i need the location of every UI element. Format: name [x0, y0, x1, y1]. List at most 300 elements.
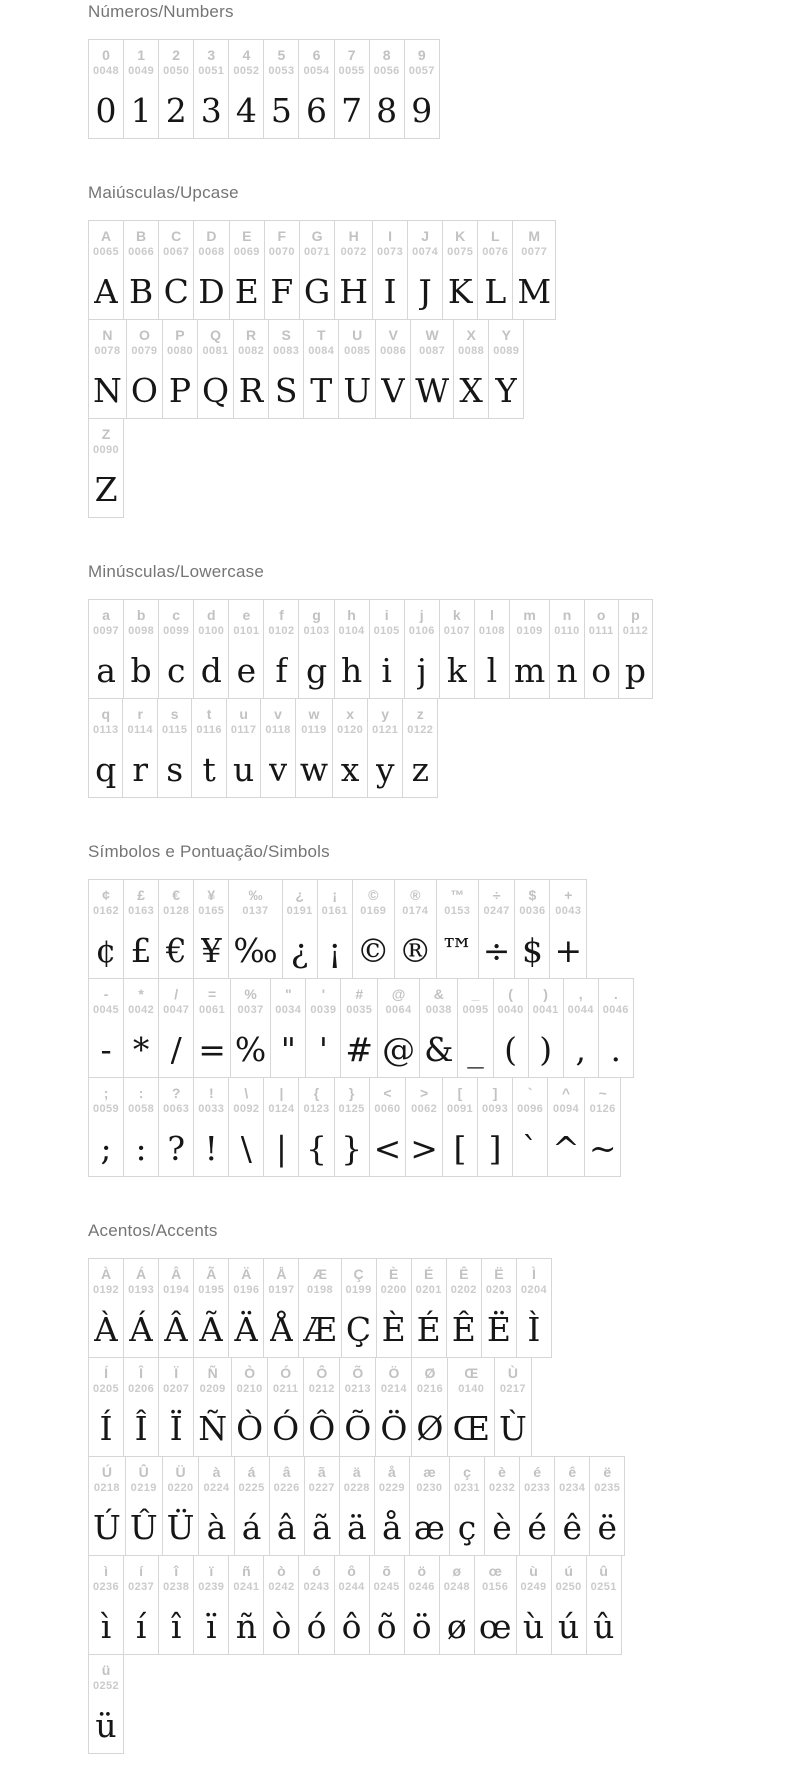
glyph-label: -: [103, 986, 109, 1002]
glyph-cell: [125, 1456, 163, 1556]
glyph-code: 0137: [242, 905, 269, 917]
glyph-code: 0205: [93, 1383, 120, 1395]
glyph-preview: |: [275, 1129, 287, 1168]
glyph-code: 0112: [622, 625, 649, 637]
glyph-preview: Y: [495, 371, 518, 410]
glyph-preview: è: [492, 1508, 512, 1547]
glyph-label: *: [138, 986, 144, 1002]
glyph-preview: W: [415, 371, 450, 410]
glyph-cell: [158, 220, 194, 320]
glyph-preview: *: [132, 1030, 150, 1069]
glyph-row: [88, 220, 800, 320]
glyph-cell: [268, 319, 304, 419]
glyph-label: !: [208, 1085, 214, 1101]
glyph-preview: v: [268, 750, 288, 789]
glyph-label: #: [355, 986, 364, 1002]
glyph-preview: õ: [376, 1607, 397, 1646]
glyph-cell: [123, 978, 159, 1078]
glyph-cell: [474, 599, 510, 699]
glyph-code: 0231: [453, 1482, 481, 1494]
glyph-cell: [267, 1357, 304, 1457]
glyph-label: Ú: [101, 1464, 112, 1480]
glyph-label: 4: [242, 47, 251, 63]
glyph-code: 0229: [378, 1482, 405, 1494]
glyph-label: Î: [139, 1365, 144, 1381]
glyph-cell: [231, 1357, 268, 1457]
glyph-cell: [519, 1456, 555, 1556]
glyph-row: [88, 698, 800, 798]
glyph-label: 7: [347, 47, 356, 63]
glyph-code: 0108: [478, 625, 505, 637]
glyph-code: 0056: [373, 65, 400, 77]
glyph-code: 0119: [301, 724, 327, 736]
glyph-code: 0100: [198, 625, 225, 637]
glyph-preview: d: [200, 651, 222, 690]
glyph-preview: Õ: [344, 1409, 372, 1448]
glyph-code: 0089: [493, 345, 520, 357]
glyph-code: 0093: [482, 1103, 509, 1115]
glyph-code: 0196: [233, 1284, 260, 1296]
glyph-code: 0035: [346, 1004, 373, 1016]
glyph-preview: 0: [95, 91, 117, 130]
glyph-cell: [339, 1357, 376, 1457]
glyph-cell: [88, 220, 124, 320]
glyph-code: 0234: [559, 1482, 586, 1494]
glyph-row: [88, 1357, 800, 1457]
glyph-cell: [193, 220, 229, 320]
glyph-cell: [375, 1357, 412, 1457]
glyph-preview: =: [198, 1030, 226, 1069]
glyph-label: X: [466, 327, 476, 343]
glyph-cell: [334, 220, 373, 320]
glyph-preview: ]: [488, 1129, 502, 1168]
glyph-preview: á: [241, 1508, 262, 1547]
glyph-cell: [514, 879, 550, 979]
glyph-cell: [549, 599, 584, 699]
section-numbers: [88, 2, 800, 139]
glyph-label: O: [138, 327, 150, 343]
glyph-cell: [494, 1357, 532, 1457]
glyph-code: 0053: [268, 65, 295, 77]
glyph-label: B: [136, 228, 147, 244]
glyph-label: Æ: [312, 1266, 327, 1282]
glyph-code: 0049: [128, 65, 155, 77]
glyph-code: 0123: [303, 1103, 330, 1115]
glyph-code: 0201: [415, 1284, 442, 1296]
glyph-preview: ò: [271, 1607, 292, 1646]
glyph-label: ): [543, 986, 548, 1002]
glyph-preview: 3: [200, 91, 222, 130]
glyph-preview: æ: [413, 1508, 445, 1547]
glyph-preview: x: [340, 750, 360, 789]
glyph-code: 0203: [485, 1284, 512, 1296]
glyph-label: L: [491, 228, 500, 244]
glyph-code: 0212: [308, 1383, 335, 1395]
glyph-cell: [372, 220, 408, 320]
glyph-cell: [334, 1077, 370, 1177]
glyph-label: ú: [564, 1563, 573, 1579]
glyph-code: 0063: [163, 1103, 190, 1115]
glyph-preview: Œ: [452, 1409, 491, 1448]
glyph-preview: í: [135, 1607, 147, 1646]
glyph-cell: [338, 319, 376, 419]
glyph-code: 0070: [268, 246, 295, 258]
glyph-label: Ê: [459, 1266, 469, 1282]
glyph-preview: ™: [440, 931, 474, 970]
glyph-code: 0061: [199, 1004, 226, 1016]
glyph-label: }: [348, 1085, 355, 1101]
glyph-cell: [304, 1456, 340, 1556]
glyph-cell: [88, 1357, 124, 1457]
glyph-cell: [123, 599, 159, 699]
glyph-preview: @: [382, 1030, 416, 1069]
glyph-preview: ü: [95, 1706, 117, 1745]
glyph-preview: ï: [205, 1607, 217, 1646]
glyph-preview: M: [517, 272, 552, 311]
glyph-cell: [88, 599, 124, 699]
glyph-code: 0213: [344, 1383, 371, 1395]
glyph-code: 0037: [237, 1004, 264, 1016]
glyph-label: s: [170, 706, 179, 722]
symbols-glyph-grid: [88, 879, 800, 1177]
glyph-cell: [88, 1654, 124, 1754]
glyph-preview: `: [521, 1129, 539, 1168]
glyph-preview: F: [270, 272, 294, 311]
glyph-code: 0216: [416, 1383, 443, 1395]
glyph-preview: r: [132, 750, 149, 789]
glyph-cell: [376, 1258, 412, 1358]
glyph-preview: ): [539, 1030, 553, 1069]
glyph-cell: [404, 1555, 440, 1655]
glyph-label: Q: [210, 327, 221, 343]
glyph-cell: [123, 220, 159, 320]
glyph-label: å: [387, 1464, 396, 1480]
glyph-code: 0161: [321, 905, 348, 917]
glyph-cell: [339, 1456, 375, 1556]
glyph-cell: [586, 1555, 622, 1655]
glyph-label: í: [139, 1563, 144, 1579]
glyph-preview: ¡: [328, 931, 342, 970]
glyph-cell: [229, 220, 265, 320]
glyph-label: I: [388, 228, 392, 244]
glyph-preview: Ò: [236, 1409, 264, 1448]
glyph-preview: 1: [130, 91, 152, 130]
glyph-cell: [377, 978, 420, 1078]
glyph-code: 0099: [163, 625, 190, 637]
glyph-label: ã: [317, 1464, 326, 1480]
glyph-code: 0054: [303, 65, 330, 77]
glyph-preview: $: [521, 931, 543, 970]
glyph-preview: %: [234, 1030, 267, 1069]
glyph-cell: [442, 1077, 478, 1177]
glyph-preview: ?: [167, 1129, 186, 1168]
glyph-cell: [158, 599, 194, 699]
glyph-code: 0080: [166, 345, 194, 357]
glyph-code: 0243: [303, 1581, 330, 1593]
glyph-label: V: [388, 327, 398, 343]
glyph-cell: [228, 1077, 264, 1177]
glyph-code: 0106: [408, 625, 435, 637]
glyph-code: 0233: [524, 1482, 551, 1494]
accents-glyph-grid: [88, 1258, 800, 1754]
glyph-code: 0198: [306, 1284, 334, 1296]
glyph-code: 0034: [275, 1004, 302, 1016]
glyph-code: 0058: [128, 1103, 155, 1115]
glyph-preview: m: [513, 651, 546, 690]
glyph-code: 0090: [93, 444, 120, 456]
glyph-label: i: [384, 607, 389, 623]
glyph-code: 0252: [93, 1680, 120, 1692]
glyph-preview: i: [381, 651, 392, 690]
glyph-cell: [411, 1258, 447, 1358]
glyph-preview: h: [340, 651, 363, 690]
glyph-cell: [158, 39, 194, 139]
glyph-preview: ©: [356, 931, 390, 970]
glyph-label: Ì: [532, 1266, 536, 1282]
glyph-preview: _: [467, 1030, 484, 1069]
glyph-preview: /: [170, 1030, 182, 1069]
glyph-preview: â: [276, 1508, 297, 1547]
glyph-label: ¡: [332, 887, 338, 903]
glyph-preview: ¥: [200, 931, 222, 970]
glyph-code: 0249: [520, 1581, 547, 1593]
glyph-label: @: [391, 986, 406, 1002]
glyph-label: â: [282, 1464, 291, 1480]
glyph-label: l: [489, 607, 494, 623]
glyph-label: =: [207, 986, 217, 1002]
glyph-label: É: [424, 1266, 434, 1282]
glyph-cell: [234, 1456, 270, 1556]
glyph-preview: l: [486, 651, 498, 690]
glyph-cell: [409, 1456, 450, 1556]
glyph-label: D: [206, 228, 217, 244]
glyph-preview: N: [93, 371, 122, 410]
glyph-label: S: [281, 327, 291, 343]
glyph-code: 0193: [128, 1284, 155, 1296]
glyph-label: u: [239, 706, 248, 722]
glyph-code: 0077: [521, 246, 548, 258]
glyph-cell: [367, 698, 403, 798]
glyph-preview: U: [343, 371, 372, 410]
glyph-cell: [509, 599, 550, 699]
glyph-code: 0081: [202, 345, 229, 357]
glyph-label: Y: [501, 327, 511, 343]
glyph-row: [88, 39, 800, 139]
glyph-label: £: [137, 887, 146, 903]
glyph-cell: [193, 1077, 229, 1177]
glyph-label: Ò: [244, 1365, 256, 1381]
glyph-cell: [547, 1077, 585, 1177]
glyph-cell: [474, 1555, 517, 1655]
glyph-cell: [453, 319, 489, 419]
glyph-code: 0038: [425, 1004, 452, 1016]
glyph-label: à: [212, 1464, 221, 1480]
section-accents: [88, 1221, 800, 1754]
glyph-label: j: [419, 607, 424, 623]
glyph-label: ä: [352, 1464, 361, 1480]
glyph-cell: [157, 698, 192, 798]
glyph-preview: \: [240, 1129, 252, 1168]
glyph-label: Ñ: [207, 1365, 218, 1381]
glyph-label: Û: [138, 1464, 149, 1480]
glyph-code: 0097: [93, 625, 120, 637]
glyph-label: 2: [172, 47, 181, 63]
glyph-code: 0083: [273, 345, 300, 357]
glyph-label: õ: [382, 1563, 391, 1579]
glyph-cell: [263, 1077, 299, 1177]
glyph-label: w: [308, 706, 320, 722]
glyph-preview: X: [459, 371, 483, 410]
glyph-preview: ã: [311, 1508, 332, 1547]
glyph-code: 0211: [272, 1383, 299, 1395]
glyph-cell: [528, 978, 564, 1078]
glyph-preview: ': [318, 1030, 328, 1069]
glyph-code: 0191: [286, 905, 313, 917]
glyph-code: 0202: [450, 1284, 477, 1296]
glyph-cell: [191, 698, 226, 798]
glyph-cell: [158, 1258, 194, 1358]
glyph-code: 0105: [373, 625, 400, 637]
glyph-preview: Ô: [308, 1409, 336, 1448]
glyph-label: ~: [598, 1085, 607, 1101]
glyph-preview: È: [381, 1310, 406, 1349]
glyph-preview: A: [94, 272, 118, 311]
lowercase-glyph-grid: [88, 599, 800, 798]
glyph-label: ô: [347, 1563, 356, 1579]
glyph-cell: [375, 319, 411, 419]
glyph-cell: [484, 1456, 520, 1556]
glyph-row: [88, 879, 800, 979]
glyph-cell: [305, 978, 341, 1078]
glyph-preview: O: [130, 371, 158, 410]
glyph-preview: R: [238, 371, 264, 410]
glyph-label: z: [416, 706, 424, 722]
glyph-cell: [263, 1258, 299, 1358]
glyph-code: 0235: [594, 1482, 621, 1494]
glyph-label: ,: [578, 986, 583, 1002]
glyph-preview: £: [130, 931, 152, 970]
glyph-preview: I: [383, 272, 397, 311]
glyph-preview: K: [447, 272, 473, 311]
glyph-label: c: [172, 607, 181, 623]
glyph-preview: Ñ: [198, 1409, 228, 1448]
glyph-label: î: [174, 1563, 179, 1579]
glyph-preview: ù: [522, 1607, 545, 1646]
glyph-code: 0046: [602, 1004, 629, 1016]
glyph-cell: [598, 978, 634, 1078]
glyph-label: Ü: [175, 1464, 186, 1480]
glyph-label: a: [102, 607, 110, 623]
glyph-preview: ì: [100, 1607, 112, 1646]
section-title-symbols: Símbolos e Pontuação/Simbols: [88, 842, 330, 861]
glyph-cell: [303, 319, 339, 419]
section-symbols: [88, 842, 800, 1177]
glyph-preview: Ù: [499, 1409, 527, 1448]
glyph-code: 0200: [380, 1284, 407, 1296]
glyph-cell: [282, 879, 318, 979]
glyph-cell: [584, 1077, 622, 1177]
glyph-code: 0060: [374, 1103, 401, 1115]
glyph-cell: [228, 1555, 264, 1655]
glyph-cell: [340, 978, 378, 1078]
glyph-label: x: [346, 706, 354, 722]
glyph-code: 0065: [93, 246, 120, 258]
glyph-cell: [88, 418, 124, 518]
glyph-label: ©: [368, 887, 379, 903]
glyph-label: [: [457, 1085, 463, 1101]
glyph-label: +: [564, 887, 573, 903]
glyph-code: 0052: [233, 65, 260, 77]
glyph-preview: ä: [346, 1508, 367, 1547]
glyph-preview: e: [236, 651, 257, 690]
glyph-row: [88, 1654, 800, 1754]
glyph-preview: L: [484, 272, 507, 311]
glyph-code: 0126: [589, 1103, 616, 1115]
glyph-label: n: [562, 607, 572, 623]
glyph-label: J: [421, 228, 430, 244]
glyph-code: 0076: [482, 246, 509, 258]
glyph-preview: 4: [235, 91, 257, 130]
glyph-cell: [516, 1258, 552, 1358]
glyph-label: .: [613, 986, 618, 1002]
glyph-code: 0066: [128, 246, 155, 258]
glyph-cell: [563, 978, 599, 1078]
glyph-code: 0074: [412, 246, 439, 258]
glyph-code: 0096: [517, 1103, 544, 1115]
glyph-preview: 7: [341, 91, 363, 130]
glyph-preview: ú: [557, 1607, 580, 1646]
glyph-cell: [123, 1357, 159, 1457]
glyph-preview: ^: [552, 1129, 580, 1168]
glyph-cell: [446, 1258, 482, 1358]
glyph-preview: Ø: [416, 1409, 444, 1448]
glyph-cell: [551, 1555, 587, 1655]
glyph-cell: [410, 319, 454, 419]
glyph-label: p: [631, 607, 640, 623]
glyph-preview: H: [339, 272, 369, 311]
glyph-code: 0165: [198, 905, 225, 917]
glyph-cell: [488, 319, 524, 419]
glyph-label: á: [247, 1464, 256, 1480]
glyph-cell: [436, 879, 479, 979]
glyph-cell: [158, 879, 194, 979]
glyph-label: e: [242, 607, 251, 623]
glyph-label: N: [102, 327, 113, 343]
glyph-preview: ê: [562, 1508, 582, 1547]
section-title-lowercase: Minúsculas/Lowercase: [88, 562, 264, 581]
glyph-preview: (: [504, 1030, 517, 1069]
glyph-code: 0163: [128, 905, 155, 917]
glyph-label: H: [348, 228, 359, 244]
glyph-code: 0045: [93, 1004, 120, 1016]
glyph-cell: [404, 39, 440, 139]
glyph-label: Ä: [241, 1266, 252, 1282]
glyph-cell: [228, 879, 282, 979]
glyph-preview: Q: [202, 371, 230, 410]
glyph-code: 0228: [343, 1482, 370, 1494]
glyph-code: 0110: [554, 625, 580, 637]
glyph-cell: [123, 1077, 159, 1177]
glyph-cell: [88, 1077, 124, 1177]
glyph-label: q: [101, 706, 111, 722]
glyph-code: 0091: [446, 1103, 474, 1115]
glyph-preview: T: [310, 371, 333, 410]
glyph-code: 0072: [340, 246, 367, 258]
glyph-code: 0118: [265, 724, 291, 736]
glyph-label: 5: [277, 47, 286, 63]
glyph-preview: n: [556, 651, 578, 690]
glyph-preview: k: [446, 651, 467, 690]
